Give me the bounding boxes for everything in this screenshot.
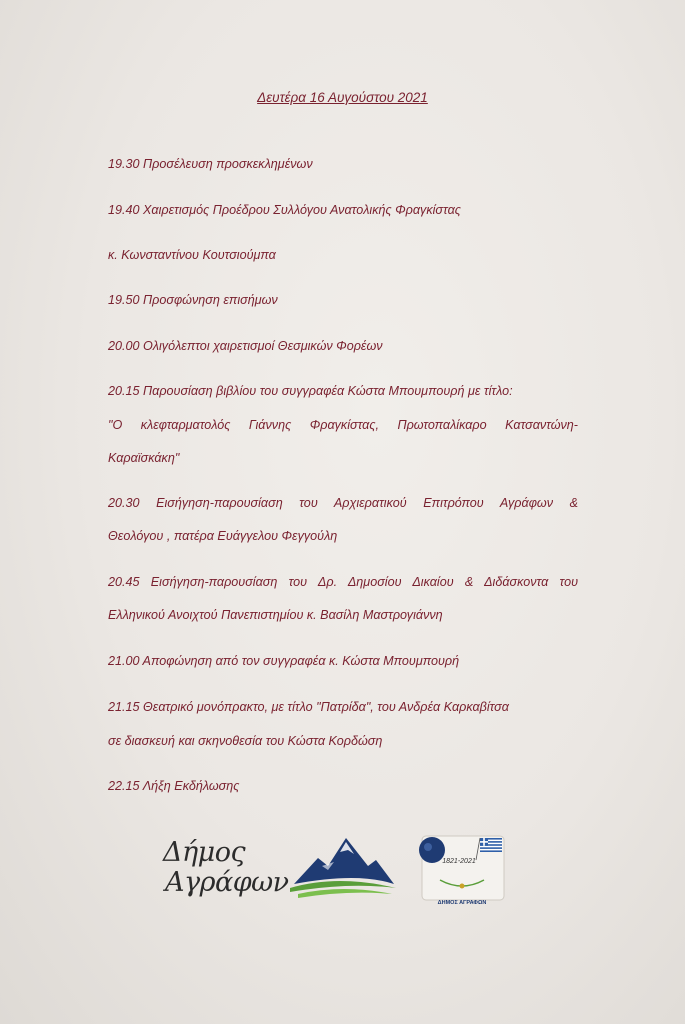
program-line-11: 20.45 Εισήγηση-παρουσίαση του Δρ. Δημοσίου Δικαίου & Διδάσκοντα του [108,575,578,589]
anniversary-badge-icon [410,830,514,910]
program-line-15: σε διασκευή και σκηνοθεσία του Κώστα Κορδώση [108,734,383,748]
event-date-title: Δευτέρα 16 Αυγούστου 2021 [257,90,428,105]
program-line-10: Θεολόγου , πατέρα Ευάγγελου Φεγγούλη [108,529,338,543]
program-line-16: 22.15 Λήξη Εκδήλωσης [108,779,240,793]
municipality-name-line1: Δήμος [163,837,246,868]
program-line-5: 20.00 Ολιγόλεπτοι χαιρετισμοί Θεσμικών Φορέων [108,339,383,353]
badge-years: 1821-2021 [442,858,476,865]
program-line-3: κ. Κωνσταντίνου Κουτσιούμπα [108,248,276,262]
program-line-2: 19.40 Χαιρετισμός Προέδρου Συλλόγου Ανατολικής Φραγκίστας [108,203,461,217]
municipality-logo-text [163,838,289,898]
program-line-14: 21.15 Θεατρικό μονόπρακτο, με τίτλο "Πατρίδα", του Ανδρέα Καρκαβίτσα [108,700,509,714]
program-line-7: "Ο κλεφταρματολός Γιάννης Φραγκίστας, Πρωτοπαλίκαρο Κατσαντώνη- [108,418,578,432]
program-line-6: 20.15 Παρουσίαση βιβλίου του συγγραφέα Κώστα Μπουμπουρή με τίτλο: [108,384,513,398]
program-line-9: 20.30 Εισήγηση-παρουσίαση του Αρχιερατικού Επιτρόπου Αγράφων & [108,496,578,510]
program-line-8: Καραϊσκάκη" [108,451,180,465]
program-line-1: 19.30 Προσέλευση προσκεκλημένων [108,157,313,171]
program-line-12: Ελληνικού Ανοιχτού Πανεπιστημίου κ. Βασίλη Μαστρογιάννη [108,608,443,622]
badge-label: ΔΗΜΟΣ ΑΓΡΑΦΩΝ [437,900,487,906]
program-line-13: 21.00 Αποφώνηση από τον συγγραφέα κ. Κώστα Μπουμπουρή [108,654,460,668]
mountain-logo-icon [288,832,398,902]
program-line-4: 19.50 Προσφώνηση επισήμων [108,293,278,307]
municipality-name-line2: Αγράφων [165,867,289,898]
